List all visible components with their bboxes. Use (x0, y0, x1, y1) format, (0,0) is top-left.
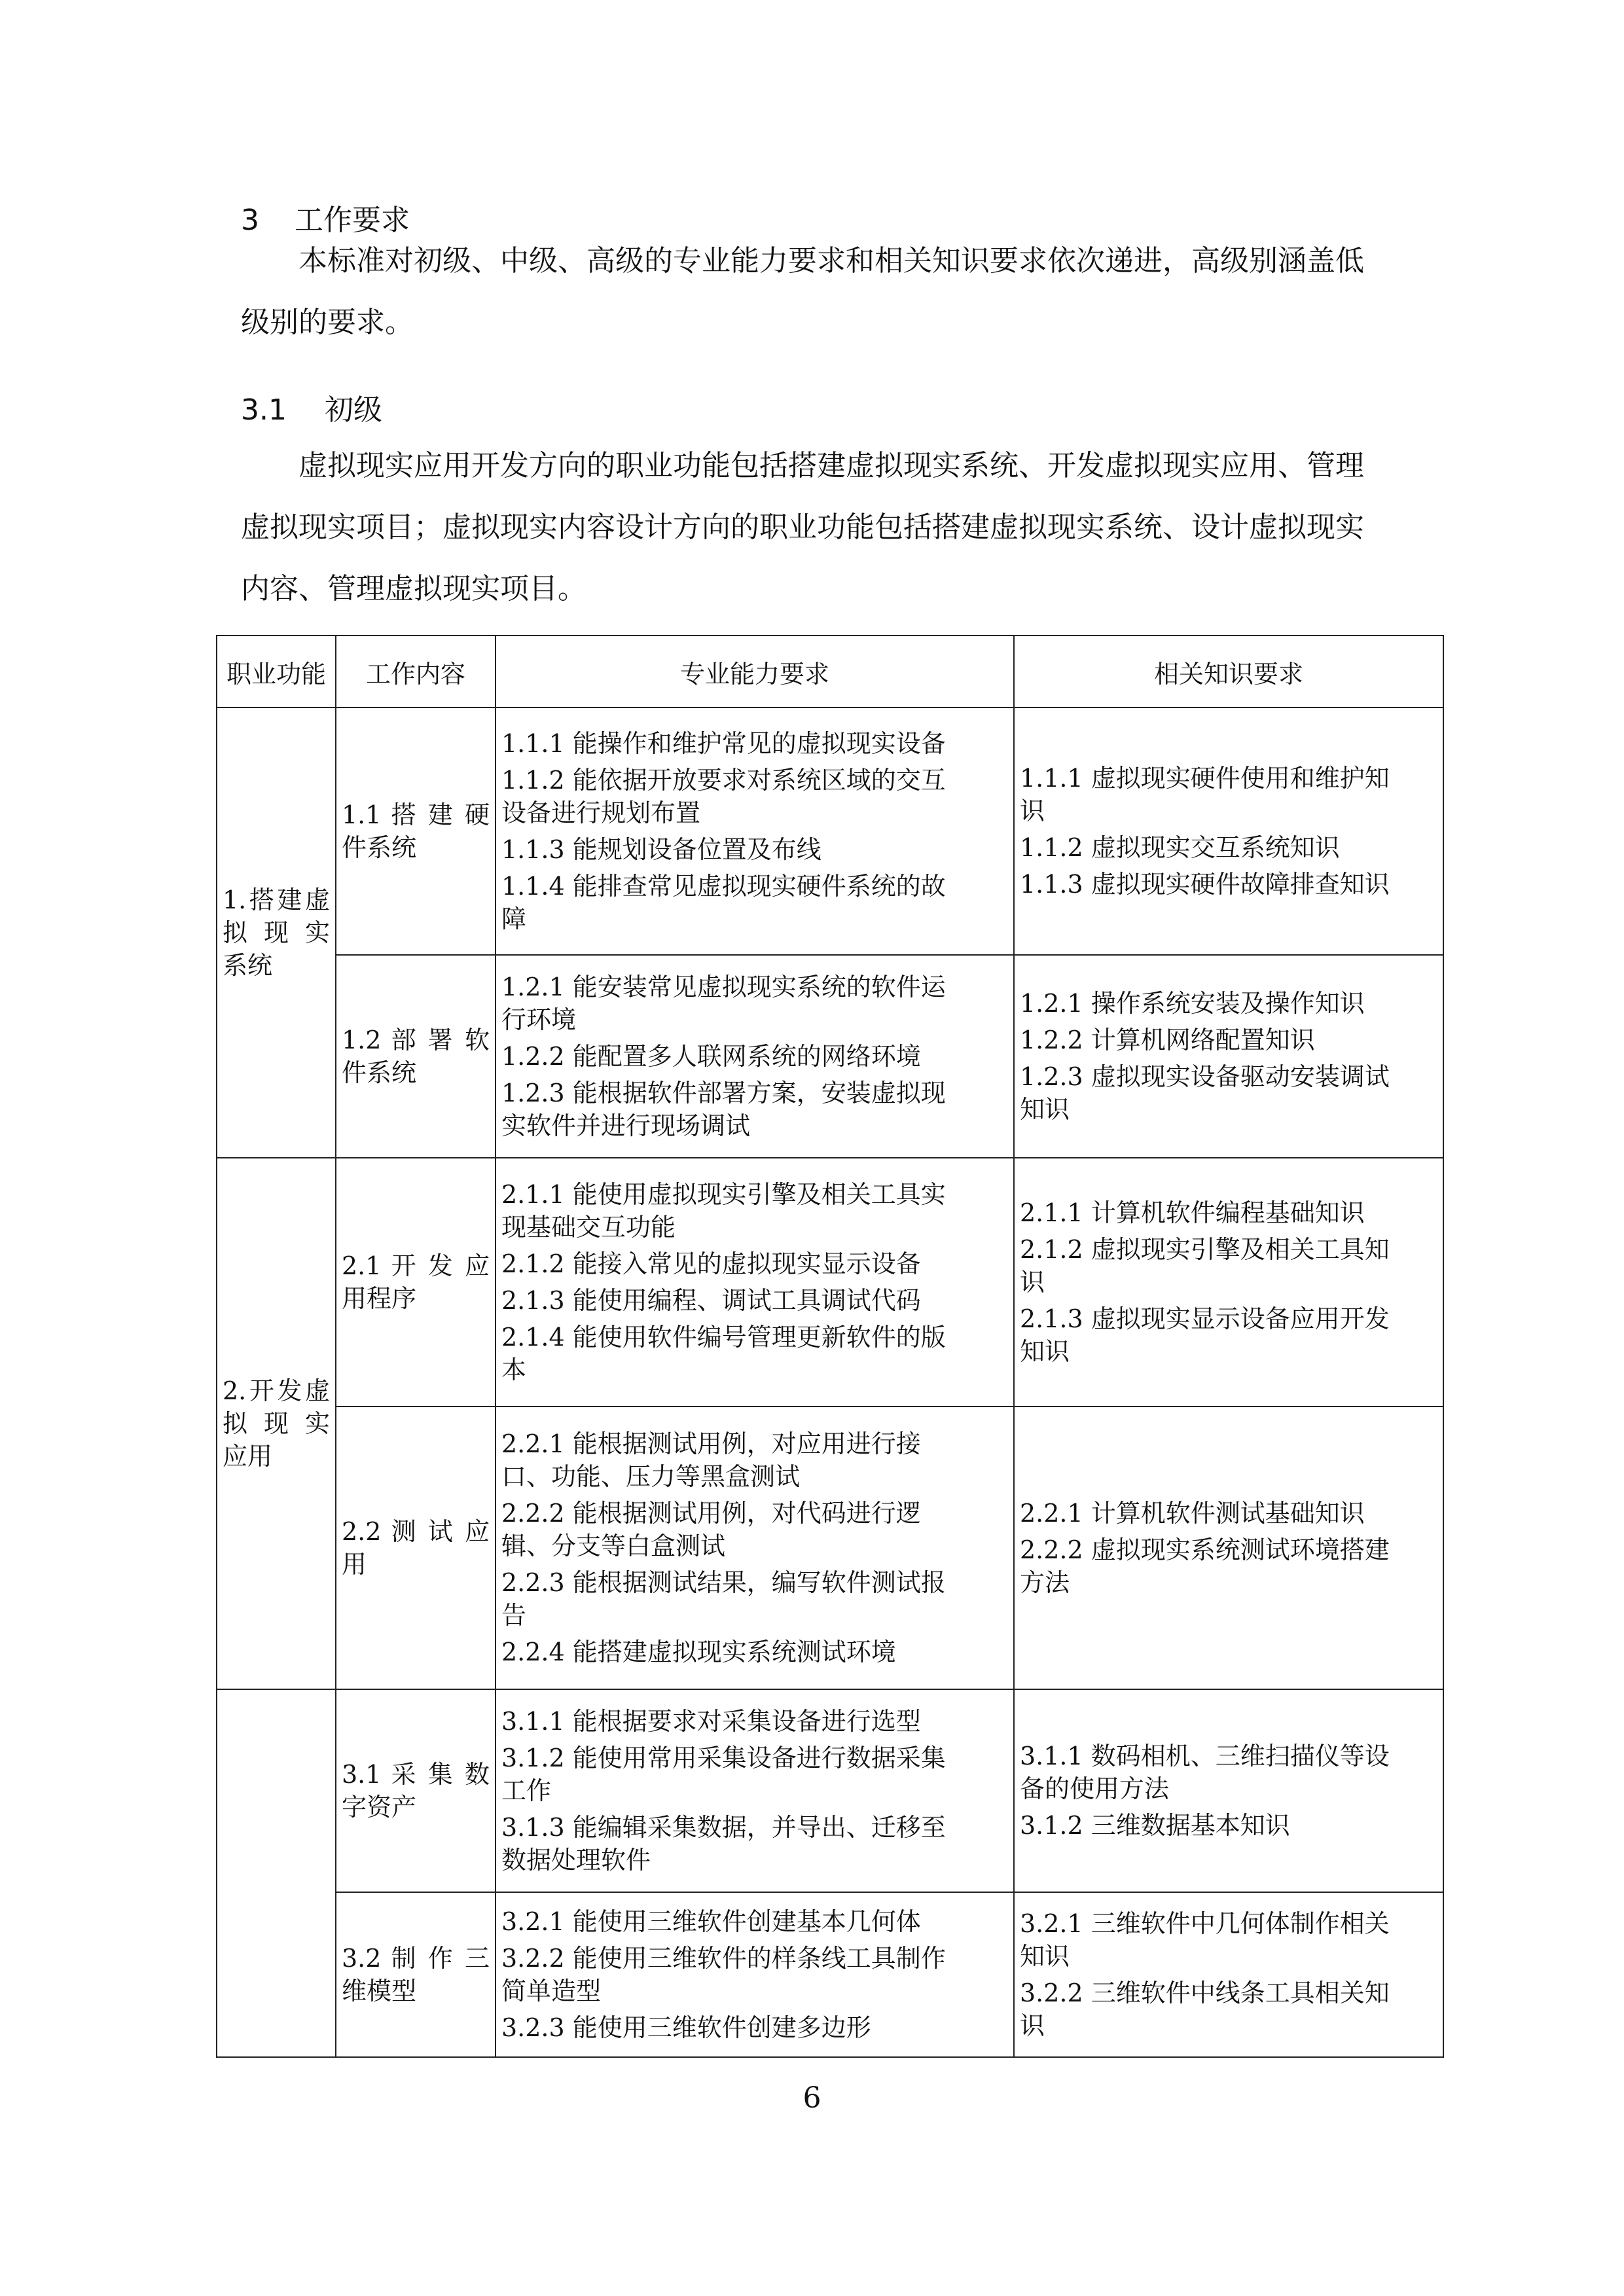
skill-item (501, 1247, 1008, 1280)
skills-cell (496, 1892, 1014, 2057)
skill-line: 数据处理软件 (501, 1846, 651, 1874)
work-cell (336, 1158, 496, 1407)
function-name-line: 拟 现 实 (223, 1409, 330, 1438)
skill-line: 2.1.1 能使用虚拟现实引擎及相关工具实 (501, 1180, 946, 1209)
subsection-title: 初级 (325, 393, 382, 427)
knowledge-line: 1.1.1 虚拟现实硬件使用和维护知 (1020, 764, 1390, 793)
skill-item (501, 1811, 1008, 1876)
work-name-line: 2.1 开 发 应 (342, 1251, 490, 1280)
work-cell (336, 1689, 496, 1892)
skill-item (501, 1040, 1008, 1073)
knowledge-item (1020, 1302, 1437, 1368)
work-name-line: 用 (342, 1550, 367, 1579)
knowledge-line: 1.2.3 虚拟现实设备驱动安装调试 (1020, 1062, 1390, 1091)
skill-line: 工作 (501, 1776, 552, 1805)
knowledge-item (1020, 1907, 1437, 1973)
work-name-line: 维模型 (342, 1977, 417, 2005)
knowledge-item (1020, 762, 1437, 827)
skill-line: 简单造型 (501, 1977, 602, 2005)
work-name-line: 件系统 (342, 833, 417, 862)
knowledge-item (1020, 1024, 1437, 1056)
knowledge-item (1020, 1060, 1437, 1126)
skill-item (501, 1321, 1008, 1386)
description-paragraph (241, 435, 1364, 620)
skills-cell (496, 955, 1014, 1158)
knowledge-cell (1014, 708, 1443, 955)
skill-line: 3.1.3 能编辑采集数据，并导出、迁移至 (501, 1813, 946, 1842)
function-name-line: 应用 (223, 1442, 273, 1471)
skill-item (501, 2011, 1008, 2044)
skill-item (501, 1636, 1008, 1668)
skill-line: 2.2.1 能根据测试用例，对应用进行接 (501, 1429, 921, 1458)
skill-line: 2.2.2 能根据测试用例，对代码进行逻 (501, 1499, 921, 1528)
work-name-line: 件系统 (342, 1058, 417, 1087)
knowledge-line: 2.1.3 虚拟现实显示设备应用开发 (1020, 1304, 1390, 1333)
table-row (217, 1407, 1443, 1689)
skill-item (501, 1742, 1008, 1807)
skill-item (501, 1566, 1008, 1632)
table-row (217, 1892, 1443, 2057)
description-line: 虚拟现实应用开发方向的职业功能包括搭建虚拟现实系统、开发虚拟现实应用、管理 (298, 449, 1364, 482)
intro-line: 级别的要求。 (241, 306, 414, 339)
table-row (217, 955, 1443, 1158)
function-name-line: 系统 (223, 951, 273, 980)
knowledge-cell (1014, 1892, 1443, 2057)
skill-line: 口、功能、压力等黑盒测试 (501, 1462, 801, 1491)
header-function: 职业功能 (217, 636, 336, 708)
header-knowledge-requirements: 相关知识要求 (1014, 636, 1443, 708)
skill-item (501, 1942, 1008, 2007)
work-cell (336, 1892, 496, 2057)
skill-line: 2.1.2 能接入常见的虚拟现实显示设备 (501, 1249, 921, 1278)
skill-line: 1.1.3 能规划设备位置及布线 (501, 835, 821, 864)
work-name-line: 3.2 制 作 三 (342, 1944, 490, 1973)
skills-cell (496, 1689, 1014, 1892)
requirements-table (216, 635, 1444, 2058)
knowledge-line: 3.1.2 三维数据基本知识 (1020, 1811, 1290, 1840)
skill-line: 本 (501, 1355, 527, 1384)
skill-item (501, 1284, 1008, 1317)
skill-line: 实软件并进行现场调试 (501, 1111, 751, 1140)
function-cell (217, 1158, 336, 1689)
skill-item (501, 764, 1008, 829)
work-cell (336, 955, 496, 1158)
skills-cell (496, 1407, 1014, 1689)
skill-line: 1.1.4 能排查常见虚拟现实硬件系统的故 (501, 872, 946, 901)
knowledge-item (1020, 987, 1437, 1020)
table-row (217, 1158, 1443, 1407)
knowledge-line: 识 (1020, 2011, 1045, 2040)
intro-paragraph (241, 230, 1364, 353)
skill-line: 2.2.4 能搭建虚拟现实系统测试环境 (501, 1638, 896, 1666)
function-name-line: 1.搭建虚 (223, 886, 330, 914)
knowledge-line: 知识 (1020, 1942, 1070, 1971)
knowledge-line: 2.1.1 计算机软件编程基础知识 (1020, 1198, 1365, 1227)
skill-item (501, 1178, 1008, 1244)
skill-line: 辑、分支等白盒测试 (501, 1532, 726, 1560)
knowledge-item (1020, 1740, 1437, 1805)
knowledge-cell (1014, 1689, 1443, 1892)
table-header-row (217, 636, 1443, 708)
knowledge-line: 1.2.1 操作系统安装及操作知识 (1020, 989, 1365, 1018)
skill-line: 现基础交互功能 (501, 1213, 676, 1242)
function-name-line: 2.开发虚 (223, 1376, 330, 1405)
knowledge-line: 1.1.2 虚拟现实交互系统知识 (1020, 833, 1340, 862)
knowledge-line: 1.2.2 计算机网络配置知识 (1020, 1026, 1315, 1054)
skill-line: 设备进行规划布置 (501, 798, 701, 827)
knowledge-line: 3.2.2 三维软件中线条工具相关知 (1020, 1979, 1390, 2007)
knowledge-line: 2.2.2 虚拟现实系统测试环境搭建 (1020, 1535, 1390, 1564)
knowledge-cell (1014, 1407, 1443, 1689)
work-name-line: 1.1 搭 建 硬 (342, 800, 490, 829)
knowledge-line: 2.2.1 计算机软件测试基础知识 (1020, 1499, 1365, 1528)
knowledge-line: 识 (1020, 1268, 1045, 1297)
subsection-number: 3.1 (241, 393, 287, 427)
skill-line: 3.2.3 能使用三维软件创建多边形 (501, 2013, 871, 2042)
work-name-line: 字资产 (342, 1793, 417, 1821)
work-name-line: 1.2 部 署 软 (342, 1026, 490, 1054)
knowledge-item (1020, 1497, 1437, 1530)
description-line: 虚拟现实项目；虚拟现实内容设计方向的职业功能包括搭建虚拟现实系统、设计虚拟现实 (241, 511, 1364, 544)
skills-cell (496, 1158, 1014, 1407)
knowledge-line: 1.1.3 虚拟现实硬件故障排查知识 (1020, 870, 1390, 899)
knowledge-cell (1014, 1158, 1443, 1407)
skill-line: 2.2.3 能根据测试结果，编写软件测试报 (501, 1568, 946, 1597)
section-number: 3 (241, 204, 259, 237)
knowledge-line: 知识 (1020, 1095, 1070, 1124)
skill-line: 2.1.4 能使用软件编号管理更新软件的版 (501, 1323, 946, 1352)
skill-line: 3.2.2 能使用三维软件的样条线工具制作 (501, 1944, 946, 1973)
work-name-line: 3.1 采 集 数 (342, 1760, 490, 1789)
knowledge-item (1020, 1534, 1437, 1599)
knowledge-line: 知识 (1020, 1337, 1070, 1366)
description-line: 内容、管理虚拟现实项目。 (241, 572, 586, 605)
header-work-content: 工作内容 (336, 636, 496, 708)
knowledge-item (1020, 1233, 1437, 1299)
header-skill-requirements: 专业能力要求 (496, 636, 1014, 708)
skill-line: 3.1.2 能使用常用采集设备进行数据采集 (501, 1744, 946, 1772)
skill-line: 1.2.2 能配置多人联网系统的网络环境 (501, 1042, 921, 1071)
skill-line: 1.1.1 能操作和维护常见的虚拟现实设备 (501, 729, 946, 758)
skill-line: 3.2.1 能使用三维软件创建基本几何体 (501, 1907, 921, 1936)
knowledge-cell (1014, 955, 1443, 1158)
knowledge-line: 方法 (1020, 1568, 1070, 1597)
skill-item (501, 1905, 1008, 1938)
work-name-line: 用程序 (342, 1284, 417, 1313)
skill-item (501, 971, 1008, 1036)
skill-item (501, 1077, 1008, 1142)
knowledge-item (1020, 868, 1437, 901)
skill-line: 3.1.1 能根据要求对采集设备进行选型 (501, 1707, 921, 1736)
skill-line: 1.2.3 能根据软件部署方案，安装虚拟现 (501, 1079, 946, 1107)
skill-item (501, 833, 1008, 866)
skill-item (501, 1497, 1008, 1562)
skill-line: 1.1.2 能依据开放要求对系统区域的交互 (501, 766, 946, 795)
function-cell (217, 708, 336, 1158)
page-number: 6 (803, 2081, 821, 2115)
skill-item (501, 727, 1008, 760)
table-row (217, 708, 1443, 955)
knowledge-line: 识 (1020, 797, 1045, 825)
skill-line: 告 (501, 1601, 527, 1630)
knowledge-line: 3.1.1 数码相机、三维扫描仪等设 (1020, 1742, 1390, 1770)
intro-line: 本标准对初级、中级、高级的专业能力要求和相关知识要求依次递进，高级别涵盖低 (298, 244, 1364, 278)
skill-line: 1.2.1 能安装常见虚拟现实系统的软件运 (501, 973, 946, 1001)
knowledge-line: 3.2.1 三维软件中几何体制作相关 (1020, 1909, 1390, 1938)
function-cell (217, 1689, 336, 2057)
table-row (217, 1689, 1443, 1892)
skill-item (501, 870, 1008, 935)
knowledge-line: 备的使用方法 (1020, 1774, 1170, 1803)
skills-cell (496, 708, 1014, 955)
skill-item (501, 1705, 1008, 1738)
work-cell (336, 708, 496, 955)
work-cell (336, 1407, 496, 1689)
function-name-line: 拟 现 实 (223, 918, 330, 947)
subsection-heading (241, 386, 382, 428)
knowledge-item (1020, 1977, 1437, 2042)
knowledge-item (1020, 1196, 1437, 1229)
skill-line: 障 (501, 905, 527, 933)
knowledge-line: 2.1.2 虚拟现实引擎及相关工具知 (1020, 1235, 1390, 1264)
skill-item (501, 1427, 1008, 1493)
skill-line: 行环境 (501, 1005, 577, 1034)
work-name-line: 2.2 测 试 应 (342, 1517, 490, 1546)
section-title: 工作要求 (295, 204, 410, 237)
skill-line: 2.1.3 能使用编程、调试工具调试代码 (501, 1286, 921, 1315)
knowledge-item (1020, 1809, 1437, 1842)
knowledge-item (1020, 831, 1437, 864)
